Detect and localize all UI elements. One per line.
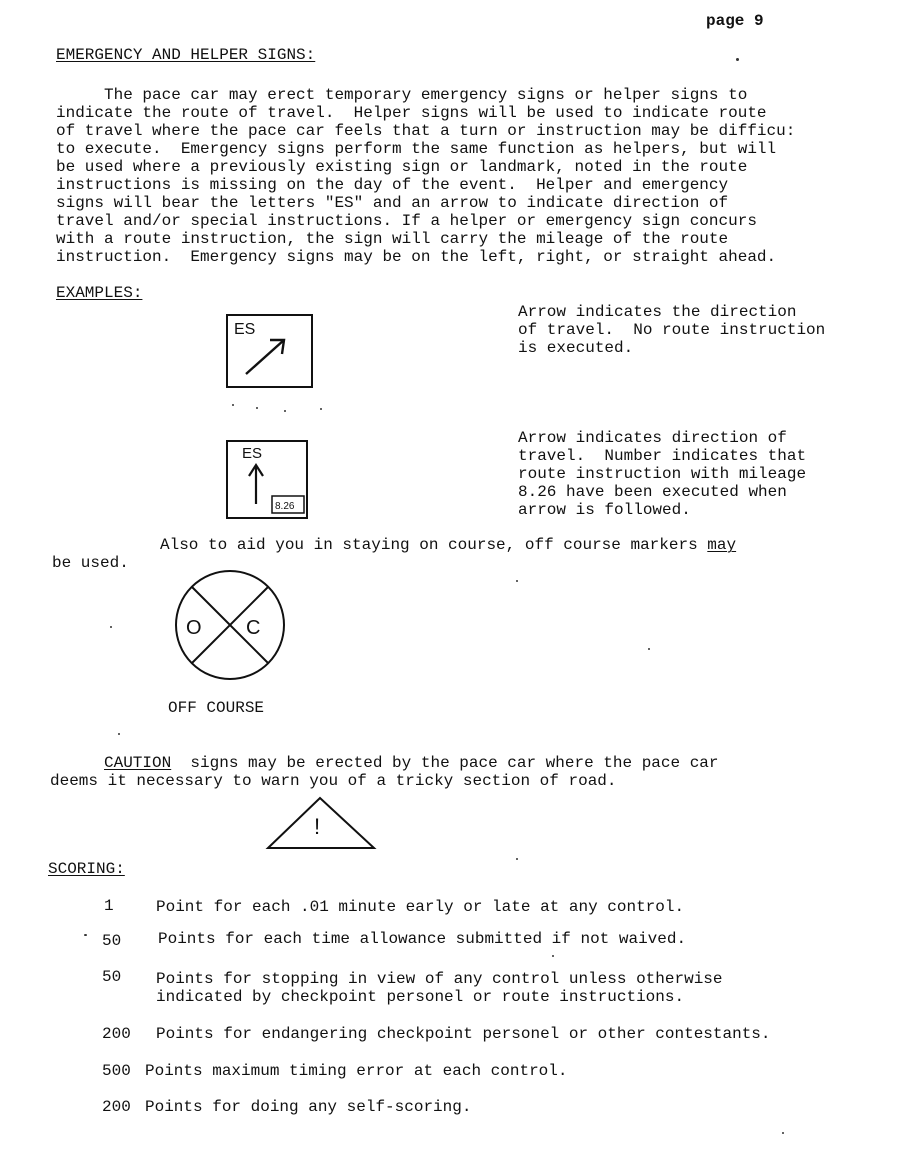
scoring-description: Point for each .01 minute early or late at any control. <box>156 898 685 916</box>
off-course-text-line2: be used. <box>52 554 129 572</box>
page-number: page 9 <box>706 12 764 30</box>
off-course-marker <box>172 568 288 684</box>
scoring-heading: SCORING: <box>48 860 125 878</box>
scan-speck <box>118 733 120 735</box>
marker-letter-right: C <box>246 617 261 639</box>
off-course-text-line1 <box>160 536 736 554</box>
examples-heading: EXAMPLES: <box>56 284 143 302</box>
scan-speck <box>110 626 112 628</box>
caution-line2: deems it necessary to warn you of a tricky section of road. <box>50 772 617 790</box>
scan-speck <box>782 1132 784 1134</box>
scan-speck <box>516 858 518 860</box>
caution-line1 <box>104 754 719 772</box>
caution-text: signs may be erected by the pace car where the pace car <box>171 754 719 772</box>
es-sign-diagonal-arrow <box>226 314 314 390</box>
scan-speck <box>648 648 650 650</box>
scoring-description: Points maximum timing error at each control. <box>145 1062 568 1080</box>
caution-triangle <box>268 798 374 848</box>
scan-speck <box>232 404 234 406</box>
scoring-description: indicated by checkpoint personel or route instructions. <box>156 988 685 1006</box>
paragraph-line: signs will bear the letters "ES" and an arrow to indicate direction of <box>56 194 729 212</box>
sign-letters: ES <box>242 445 263 462</box>
paragraph-line: travel and/or special instructions. If a helper or emergency sign concurs <box>56 212 757 230</box>
scan-speck <box>284 410 286 412</box>
paragraph-line: of travel where the pace car feels that a turn or instruction may be difficu: <box>56 122 796 140</box>
mileage-value: 8.26 <box>275 501 295 512</box>
description-line: arrow is followed. <box>518 501 691 519</box>
paragraph-line: instruction. Emergency signs may be on the left, right, or straight ahead. <box>56 248 777 266</box>
scoring-points: 1 <box>104 897 114 915</box>
scan-speck <box>84 934 87 936</box>
scoring-description: Points for endangering checkpoint personel or other contestants. <box>156 1025 771 1043</box>
paragraph-line: indicate the route of travel. Helper signs will be used to indicate route <box>56 104 767 122</box>
paragraph-line: be used where a previously existing sign or landmark, noted in the route <box>56 158 748 176</box>
paragraph-line: to execute. Emergency signs perform the same function as helpers, but will <box>56 140 777 158</box>
scoring-points: 200 <box>102 1098 131 1116</box>
scoring-description: Points for stopping in view of any control unless otherwise <box>156 970 723 988</box>
description-line: Arrow indicates the direction <box>518 303 797 321</box>
es-sign-up-arrow <box>226 440 310 520</box>
sign-letters: ES <box>234 321 256 338</box>
emphasis-may: may <box>707 536 737 554</box>
scoring-points: 50 <box>102 932 122 950</box>
emergency-section-heading: EMERGENCY AND HELPER SIGNS: <box>56 46 316 64</box>
paragraph-line: The pace car may erect temporary emergency signs or helper signs to <box>56 86 748 104</box>
scan-speck <box>736 58 739 61</box>
description-line: of travel. No route instruction <box>518 321 826 339</box>
scoring-points: 200 <box>102 1025 131 1043</box>
paragraph-line: with a route instruction, the sign will carry the mileage of the route <box>56 230 729 248</box>
caution-keyword: CAUTION <box>104 754 172 772</box>
scan-speck <box>516 580 518 582</box>
caution-exclamation: ! <box>314 814 321 839</box>
scan-speck <box>256 407 258 409</box>
off-course-caption: OFF COURSE <box>168 699 265 717</box>
off-course-text: Also to aid you in staying on course, off course markers <box>160 536 708 554</box>
caution-sign-icon <box>266 796 378 852</box>
scan-speck <box>552 955 554 957</box>
description-line: route instruction with mileage <box>518 465 807 483</box>
scoring-description: Points for each time allowance submitted if not waived. <box>158 930 687 948</box>
scoring-points: 500 <box>102 1062 131 1080</box>
description-line: 8.26 have been executed when <box>518 483 787 501</box>
scan-speck <box>320 408 322 410</box>
paragraph-line: instructions is missing on the day of the event. Helper and emergency <box>56 176 729 194</box>
description-line: Arrow indicates direction of <box>518 429 787 447</box>
marker-letter-left: O <box>186 617 202 639</box>
sign-frame <box>227 441 307 518</box>
arrow-shaft <box>246 340 284 374</box>
scoring-description: Points for doing any self-scoring. <box>145 1098 472 1116</box>
description-line: is executed. <box>518 339 634 357</box>
description-line: travel. Number indicates that <box>518 447 807 465</box>
scoring-points: 50 <box>102 968 122 986</box>
